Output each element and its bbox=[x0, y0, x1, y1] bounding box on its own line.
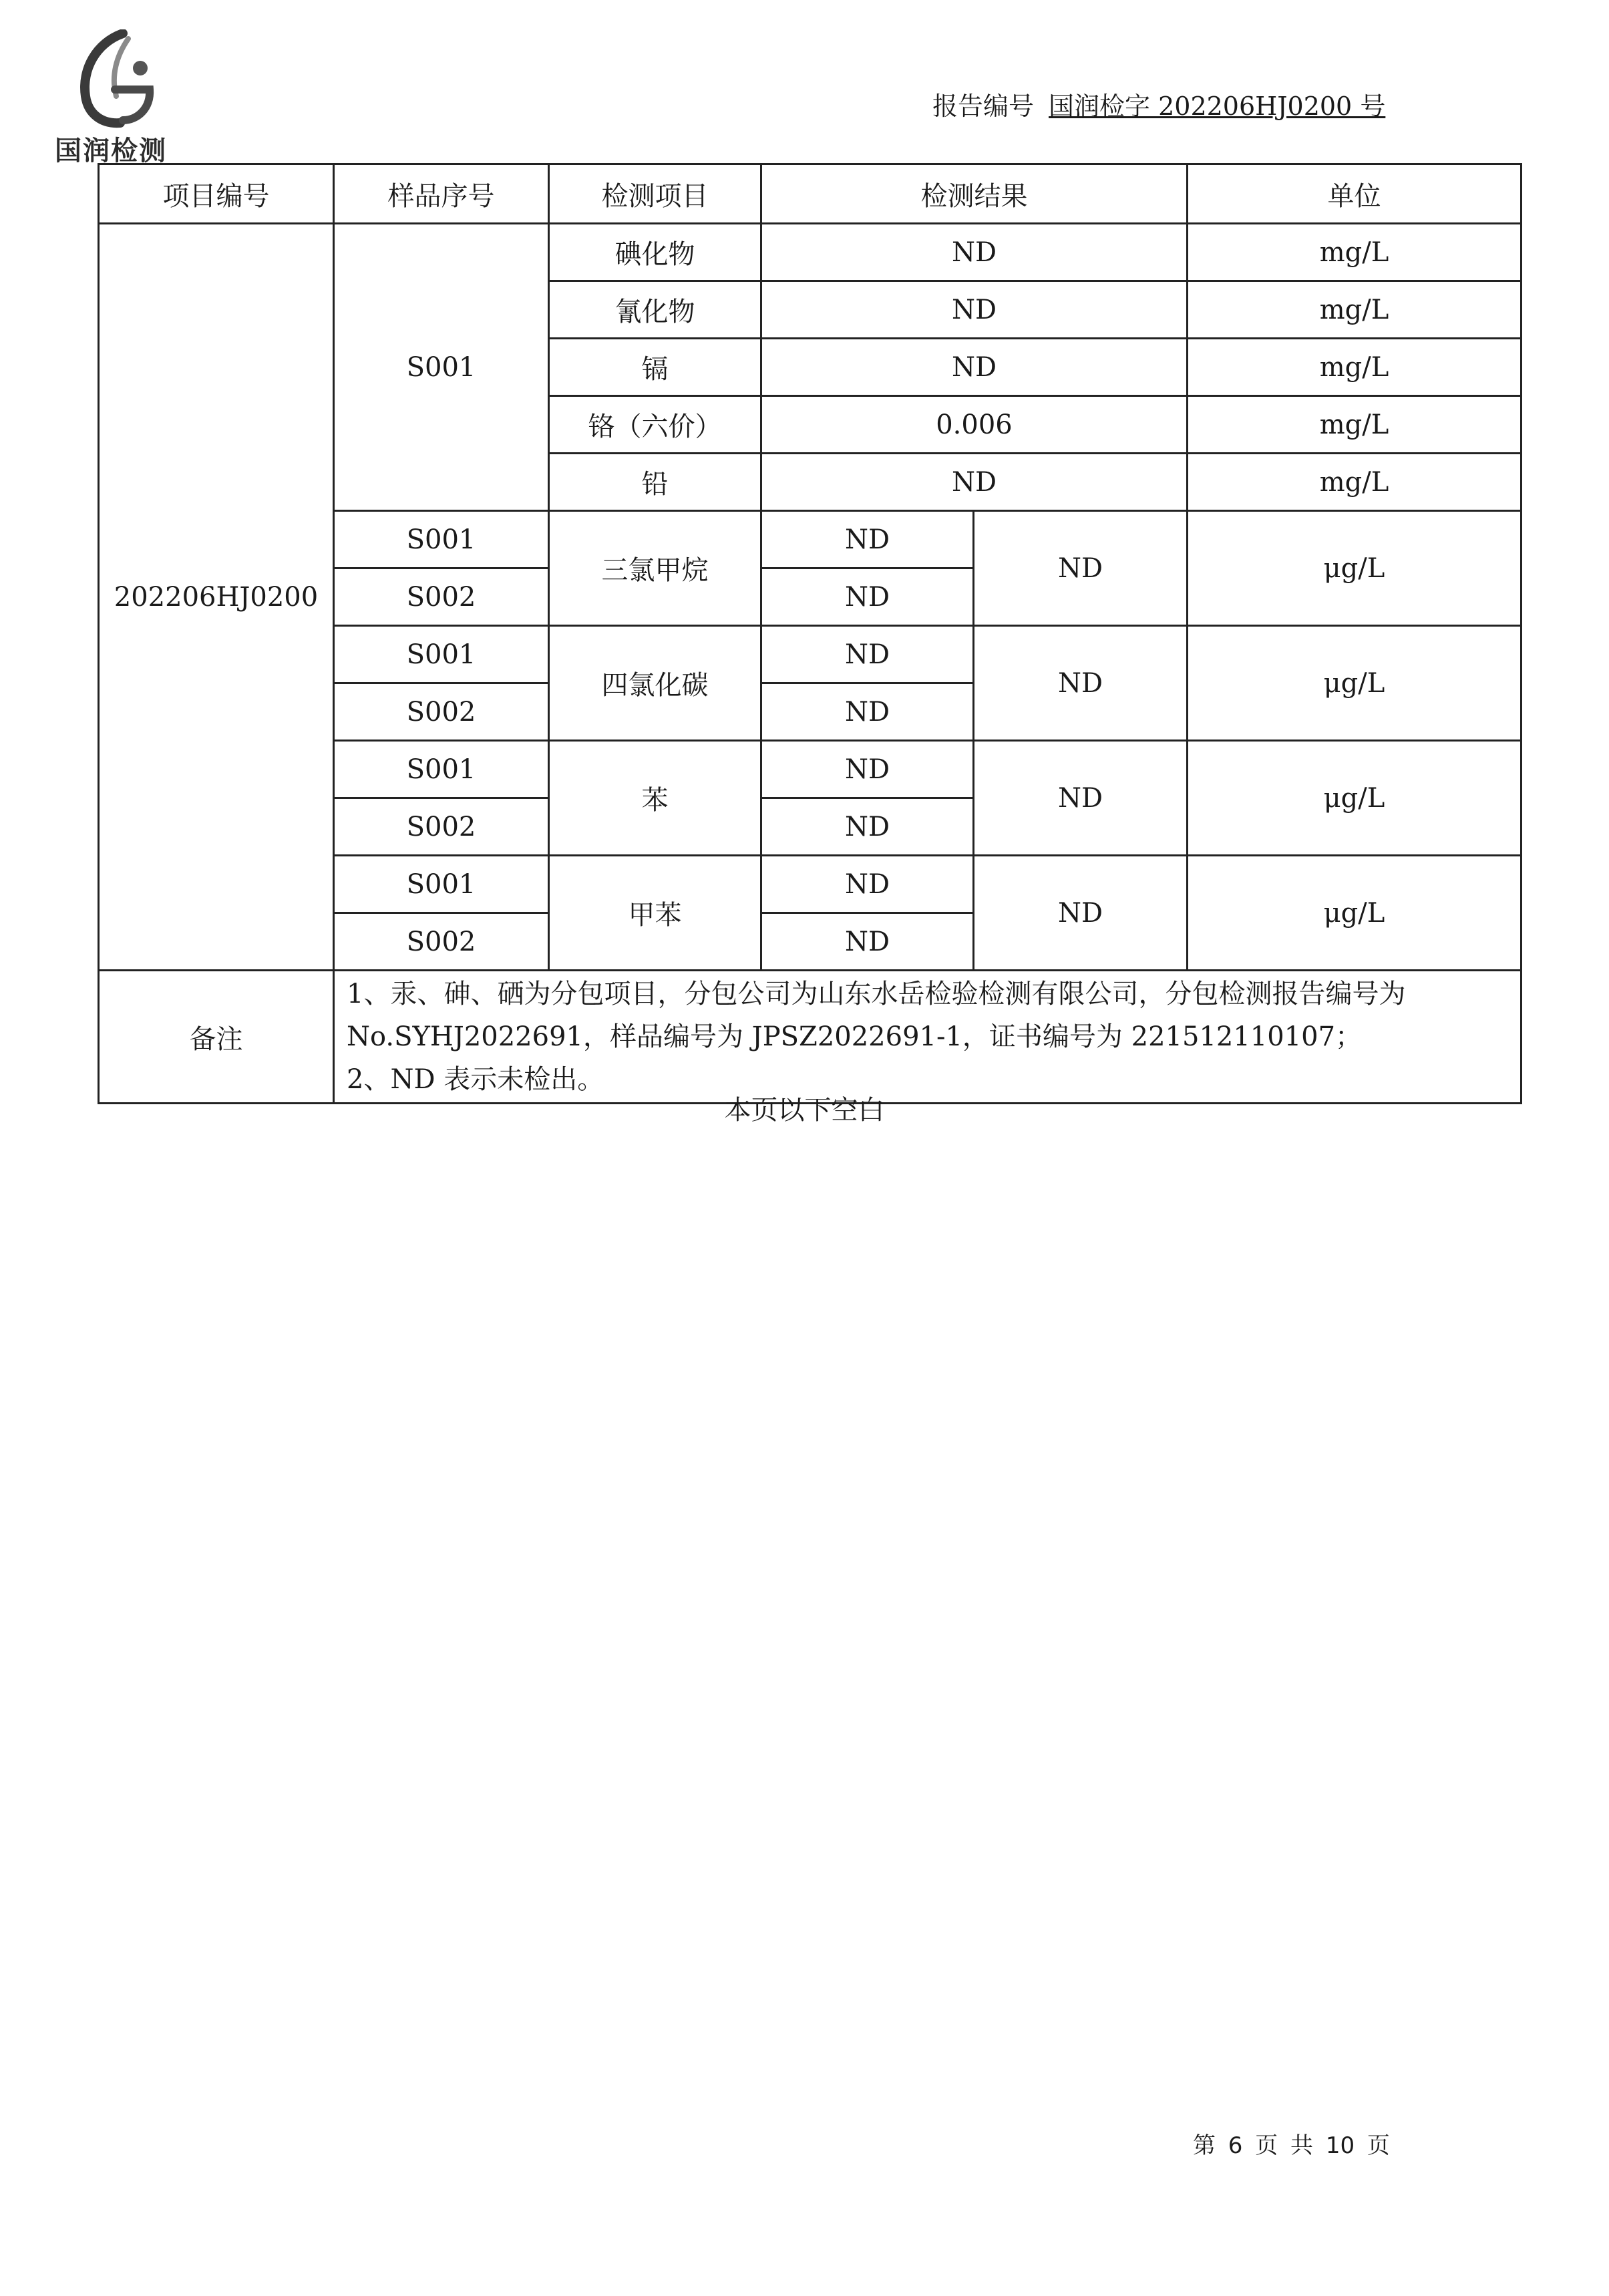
notes-row bbox=[99, 971, 1522, 1104]
table-row bbox=[99, 224, 1522, 281]
sample-cell: S001 bbox=[334, 856, 549, 913]
col-header-project-id: 项目编号 bbox=[99, 164, 334, 224]
sample-cell: S001 bbox=[334, 626, 549, 683]
table-header-row bbox=[99, 164, 1522, 224]
sample-cell: S001 bbox=[334, 511, 549, 568]
combined-result-cell: ND bbox=[974, 856, 1188, 971]
note-line-1: 1、汞、砷、硒为分包项目，分包公司为山东水岳检验检测有限公司，分包检测报告编号为 No.SYHJ2022691，样品编号为 JPSZ2022691-1，证书编号为 221512110107； bbox=[347, 979, 1406, 1052]
notes-text bbox=[334, 971, 1522, 1104]
test-results-table bbox=[98, 163, 1522, 1104]
notes-label: 备注 bbox=[99, 971, 334, 1104]
test-item-cell: 铬（六价） bbox=[549, 396, 761, 454]
project-id-cell: 202206HJ0200 bbox=[99, 224, 334, 971]
test-item-cell: 铅 bbox=[549, 454, 761, 511]
col-header-result: 检测结果 bbox=[761, 164, 1188, 224]
result-cell: ND bbox=[761, 281, 1188, 339]
logo-text: 国润检测 bbox=[55, 136, 167, 166]
logo-mark-icon bbox=[76, 29, 163, 130]
report-number bbox=[932, 86, 1385, 122]
result-cell: ND bbox=[761, 683, 974, 741]
sample-cell: S001 bbox=[334, 224, 549, 511]
test-item-cell: 四氯化碳 bbox=[549, 626, 761, 741]
note-line-2: 2、ND 表示未检出。 bbox=[347, 1064, 604, 1095]
result-cell: ND bbox=[761, 511, 974, 568]
test-item-cell: 三氯甲烷 bbox=[549, 511, 761, 626]
result-cell: ND bbox=[761, 798, 974, 856]
unit-cell: μg/L bbox=[1188, 626, 1522, 741]
result-cell: ND bbox=[761, 913, 974, 971]
unit-cell: mg/L bbox=[1188, 224, 1522, 281]
unit-cell: μg/L bbox=[1188, 741, 1522, 856]
col-header-unit: 单位 bbox=[1188, 164, 1522, 224]
company-logo bbox=[55, 29, 188, 166]
result-cell: ND bbox=[761, 568, 974, 626]
result-cell: ND bbox=[761, 856, 974, 913]
sample-cell: S001 bbox=[334, 741, 549, 798]
combined-result-cell: ND bbox=[974, 511, 1188, 626]
result-cell: ND bbox=[761, 741, 974, 798]
unit-cell: mg/L bbox=[1188, 281, 1522, 339]
col-header-sample-no: 样品序号 bbox=[334, 164, 549, 224]
result-cell: ND bbox=[761, 339, 1188, 396]
result-cell: ND bbox=[761, 224, 1188, 281]
unit-cell: μg/L bbox=[1188, 511, 1522, 626]
test-item-cell: 甲苯 bbox=[549, 856, 761, 971]
result-cell: ND bbox=[761, 454, 1188, 511]
result-cell: ND bbox=[761, 626, 974, 683]
sample-cell: S002 bbox=[334, 568, 549, 626]
unit-cell: mg/L bbox=[1188, 396, 1522, 454]
unit-cell: μg/L bbox=[1188, 856, 1522, 971]
test-item-cell: 苯 bbox=[549, 741, 761, 856]
test-item-cell: 碘化物 bbox=[549, 224, 761, 281]
sample-cell: S002 bbox=[334, 683, 549, 741]
sample-cell: S002 bbox=[334, 798, 549, 856]
page-number: 第 6 页 共 10 页 bbox=[1193, 2132, 1390, 2159]
result-cell: 0.006 bbox=[761, 396, 1188, 454]
sample-cell: S002 bbox=[334, 913, 549, 971]
unit-cell: mg/L bbox=[1188, 454, 1522, 511]
combined-result-cell: ND bbox=[974, 741, 1188, 856]
combined-result-cell: ND bbox=[974, 626, 1188, 741]
blank-below-notice: 本页以下空白 bbox=[724, 1095, 885, 1126]
report-number-value: 国润检字 202206HJ0200 号 bbox=[1049, 92, 1386, 121]
test-item-cell: 镉 bbox=[549, 339, 761, 396]
col-header-test-item: 检测项目 bbox=[549, 164, 761, 224]
unit-cell: mg/L bbox=[1188, 339, 1522, 396]
test-item-cell: 氰化物 bbox=[549, 281, 761, 339]
report-number-label: 报告编号 bbox=[932, 92, 1035, 121]
